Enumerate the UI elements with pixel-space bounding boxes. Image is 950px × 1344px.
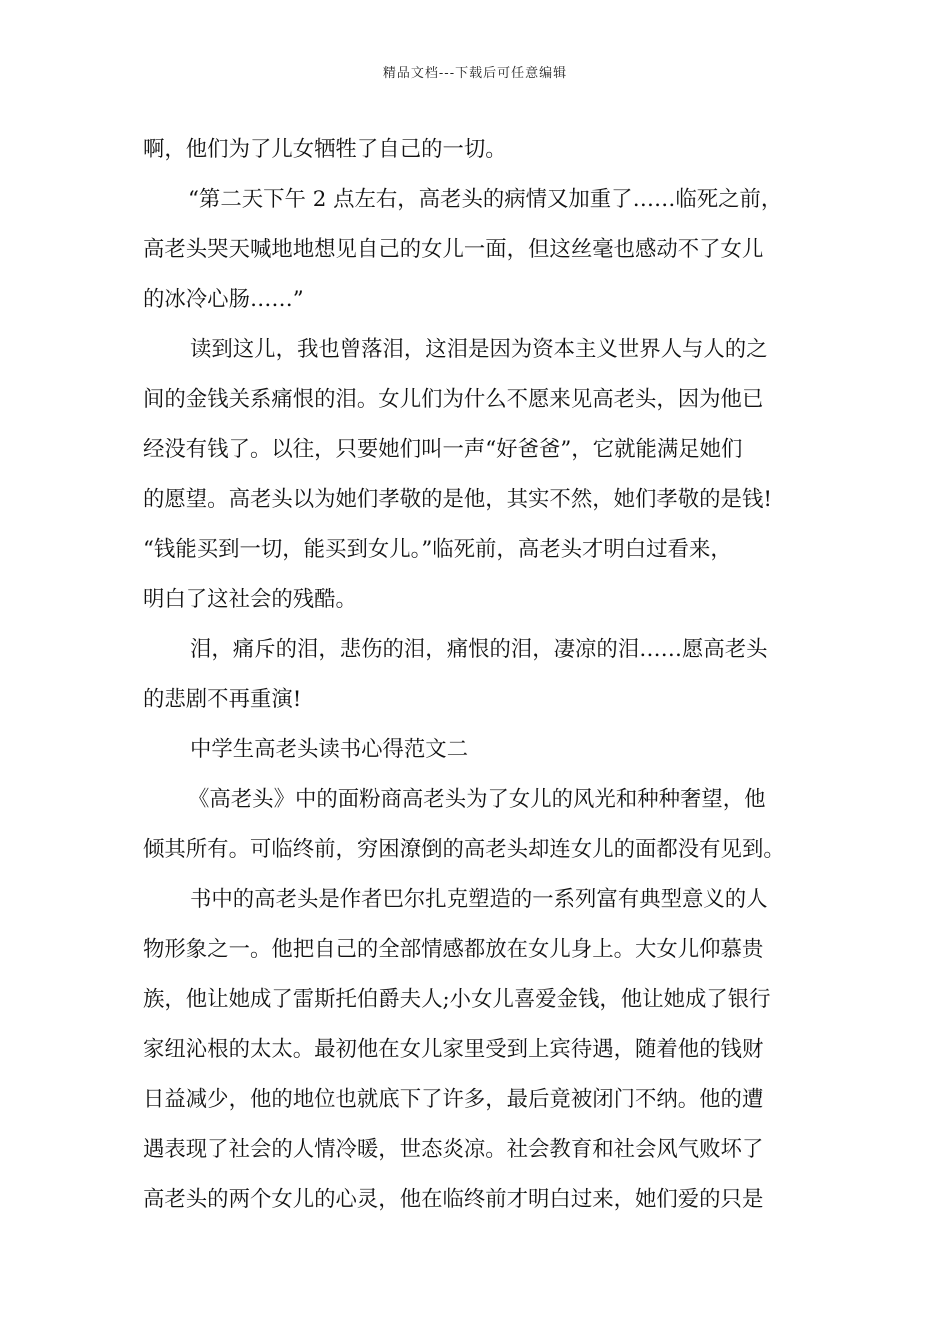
text-line: 《高老头》中的面粉商高老头为了女儿的风光和种种奢望，他 [188,787,766,812]
text-line: 高老头的两个女儿的心灵，他在临终前才明白过来，她们爱的只是 [143,1187,764,1212]
text-line: 间的金钱关系痛恨的泪。女儿们为什么不愿来见高老头，因为他已 [143,387,764,412]
text-line: “第二天下午 2 点左右，高老头的病情又加重了……临死之前， [188,187,783,212]
text-line: 啊，他们为了儿女牺牲了自己的一切。 [143,137,507,162]
text-line: 书中的高老头是作者巴尔扎克塑造的一系列富有典型意义的人 [190,887,768,912]
text-line: 的冰冷心肠……” [143,287,304,312]
text-line: 读到这儿，我也曾落泪，这泪是因为资本主义世界人与人的之 [190,337,768,362]
text-line: 族，他让她成了雷斯托伯爵夫人;小女儿喜爱金钱，他让她成了银行 [143,987,771,1012]
section-heading: 中学生高老头读书心得范文二 [190,737,469,762]
text-line: 高老头哭天喊地地想见自己的女儿一面，但这丝毫也感动不了女儿 [143,237,764,262]
text-line: 日益减少，他的地位也就底下了许多，最后竟被闭门不纳。他的遭 [143,1087,764,1112]
text-line: “钱能买到一切，能买到女儿。”临死前，高老头才明白过看来， [143,537,732,562]
running-header: 精品文档---下载后可任意编辑 [382,66,568,81]
text-line: 经没有钱了。以往，只要她们叫一声“好爸爸”，它就能满足她们 [143,437,743,462]
text-line: 明白了这社会的残酷。 [143,587,357,612]
text-line: 泪，痛斥的泪，悲伤的泪，痛恨的泪，凄凉的泪……愿高老头 [190,637,768,662]
text-line: 家纽沁根的太太。最初他在女儿家里受到上宾待遇，随着他的钱财 [143,1037,764,1062]
text-line: 倾其所有。可临终前，穷困潦倒的高老头却连女儿的面都没有见到。 [143,837,785,862]
text-line: 的愿望。高老头以为她们孝敬的是他，其实不然，她们孝敬的是钱! [143,487,772,512]
text-line: 物形象之一。他把自己的全部情感都放在女儿身上。大女儿仰慕贵 [143,937,764,962]
text-line: 遇表现了社会的人情冷暖，世态炎凉。社会教育和社会风气败坏了 [143,1137,764,1162]
text-line: 的悲剧不再重演! [143,687,302,712]
